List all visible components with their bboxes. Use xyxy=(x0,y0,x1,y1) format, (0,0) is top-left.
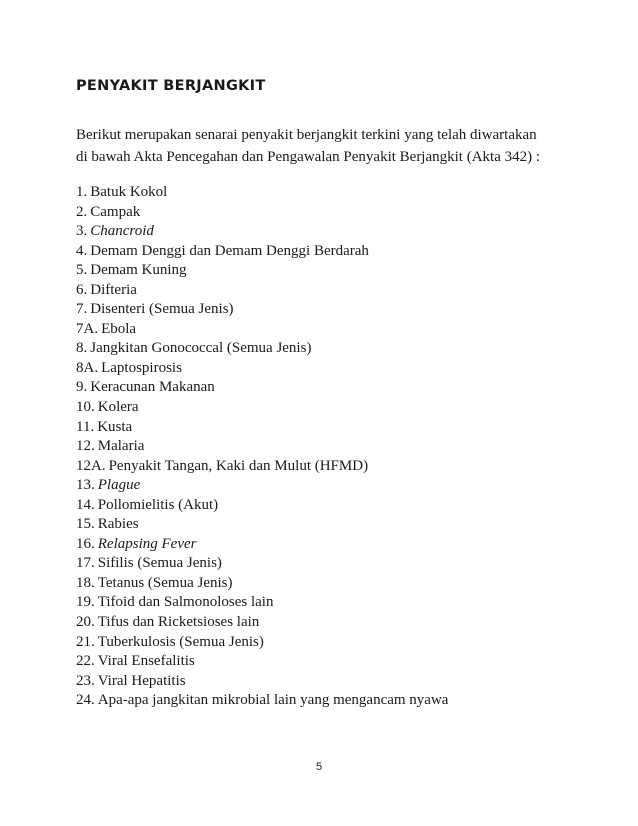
disease-name-italic: Relapsing Fever xyxy=(97,535,197,552)
intro-line: Berikut merupakan senarai penyakit berjangkit terkini yang telah diwartakan xyxy=(76,127,537,143)
disease-list-item xyxy=(76,222,448,242)
intro-paragraph xyxy=(76,124,576,168)
page-title: PENYAKIT BERJANGKIT xyxy=(76,78,266,94)
disease-name: Difteria xyxy=(90,281,137,298)
list-item-number: 1. xyxy=(76,184,88,200)
disease-list xyxy=(76,183,448,711)
disease-list-item xyxy=(76,359,448,379)
list-item-number: 11. xyxy=(76,418,95,435)
list-item-number: 2. xyxy=(76,203,88,220)
disease-name-italic: Plague xyxy=(97,477,141,494)
disease-name: Malaria xyxy=(97,438,145,455)
disease-list-item xyxy=(76,633,448,653)
disease-list-item xyxy=(76,554,448,574)
disease-list-item xyxy=(76,203,448,223)
disease-list-item xyxy=(76,476,448,496)
list-item-number: 12. xyxy=(76,438,95,455)
disease-list-item xyxy=(76,593,448,613)
list-item-number: 15. xyxy=(76,516,95,533)
list-item-number: 6. xyxy=(76,281,88,298)
disease-name: Demam Kuning xyxy=(90,262,187,279)
list-item-number: 5. xyxy=(76,262,88,279)
list-item-number: 13. xyxy=(76,477,95,494)
intro-line: di bawah Akta Pencegahan dan Pengawalan Penyakit Berjangkit (Akta 342) : xyxy=(76,149,541,165)
disease-name: Penyakit Tangan, Kaki dan Mulut (HFMD) xyxy=(108,457,369,474)
disease-list-item xyxy=(76,183,448,203)
list-item-number: 20. xyxy=(76,614,95,631)
disease-list-item xyxy=(76,281,448,301)
disease-list-item xyxy=(76,242,448,262)
disease-name-italic: Chancroid xyxy=(90,223,154,240)
disease-name: Jangkitan Gonococcal (Semua Jenis) xyxy=(90,340,312,357)
list-item-number: 7A. xyxy=(76,320,99,337)
list-item-number: 16. xyxy=(76,535,95,552)
disease-name: Keracunan Makanan xyxy=(90,379,215,396)
list-item-number: 10. xyxy=(76,399,95,416)
disease-name: Pollomielitis (Akut) xyxy=(97,496,219,513)
disease-list-item xyxy=(76,613,448,633)
list-item-number: 4. xyxy=(76,242,88,259)
list-item-number: 3. xyxy=(76,223,88,240)
disease-list-item xyxy=(76,515,448,535)
disease-list-item xyxy=(76,320,448,340)
list-item-number: 8. xyxy=(76,340,88,357)
disease-name: Apa-apa jangkitan mikrobial lain yang mengancam nyawa xyxy=(97,692,449,709)
disease-list-item xyxy=(76,535,448,555)
page-number: 5 xyxy=(315,761,323,773)
list-item-number: 23. xyxy=(76,672,95,689)
list-item-number: 8A. xyxy=(76,359,99,376)
list-item-number: 24. xyxy=(76,692,95,709)
list-item-number: 14. xyxy=(76,496,95,513)
disease-list-item xyxy=(76,261,448,281)
list-item-number: 22. xyxy=(76,653,95,670)
disease-name: Laptospirosis xyxy=(101,359,182,376)
disease-list-item xyxy=(76,672,448,692)
disease-name: Tuberkulosis (Semua Jenis) xyxy=(97,633,264,650)
disease-list-item xyxy=(76,418,448,438)
disease-list-item xyxy=(76,378,448,398)
disease-list-item xyxy=(76,496,448,516)
list-item-number: 7. xyxy=(76,301,88,318)
list-item-number: 9. xyxy=(76,379,88,396)
list-item-number: 21. xyxy=(76,633,95,650)
disease-name: Campak xyxy=(90,203,141,220)
disease-name: Tifoid dan Salmonoloses lain xyxy=(97,594,274,611)
disease-list-item xyxy=(76,339,448,359)
disease-name: Kolera xyxy=(97,399,139,416)
disease-list-item xyxy=(76,691,448,711)
disease-name: Disenteri (Semua Jenis) xyxy=(90,301,234,318)
disease-name: Ebola xyxy=(101,320,137,337)
list-item-number: 17. xyxy=(76,555,95,572)
list-item-number: 18. xyxy=(76,574,95,591)
disease-list-item xyxy=(76,300,448,320)
disease-name: Sifilis (Semua Jenis) xyxy=(97,555,222,572)
list-item-number: 12A. xyxy=(76,457,106,474)
disease-name: Kusta xyxy=(97,418,133,435)
disease-list-item xyxy=(76,398,448,418)
disease-name: Demam Denggi dan Demam Denggi Berdarah xyxy=(90,242,369,259)
disease-name: Tifus dan Ricketsioses lain xyxy=(97,614,260,631)
disease-list-item xyxy=(76,457,448,477)
disease-list-item xyxy=(76,437,448,457)
disease-name: Batuk Kokol xyxy=(90,184,168,200)
disease-name: Rabies xyxy=(97,516,139,533)
disease-name: Viral Hepatitis xyxy=(97,672,186,689)
disease-list-item xyxy=(76,652,448,672)
list-item-number: 19. xyxy=(76,594,95,611)
disease-name: Viral Ensefalitis xyxy=(97,653,195,670)
disease-name: Tetanus (Semua Jenis) xyxy=(97,574,233,591)
disease-list-item xyxy=(76,574,448,594)
